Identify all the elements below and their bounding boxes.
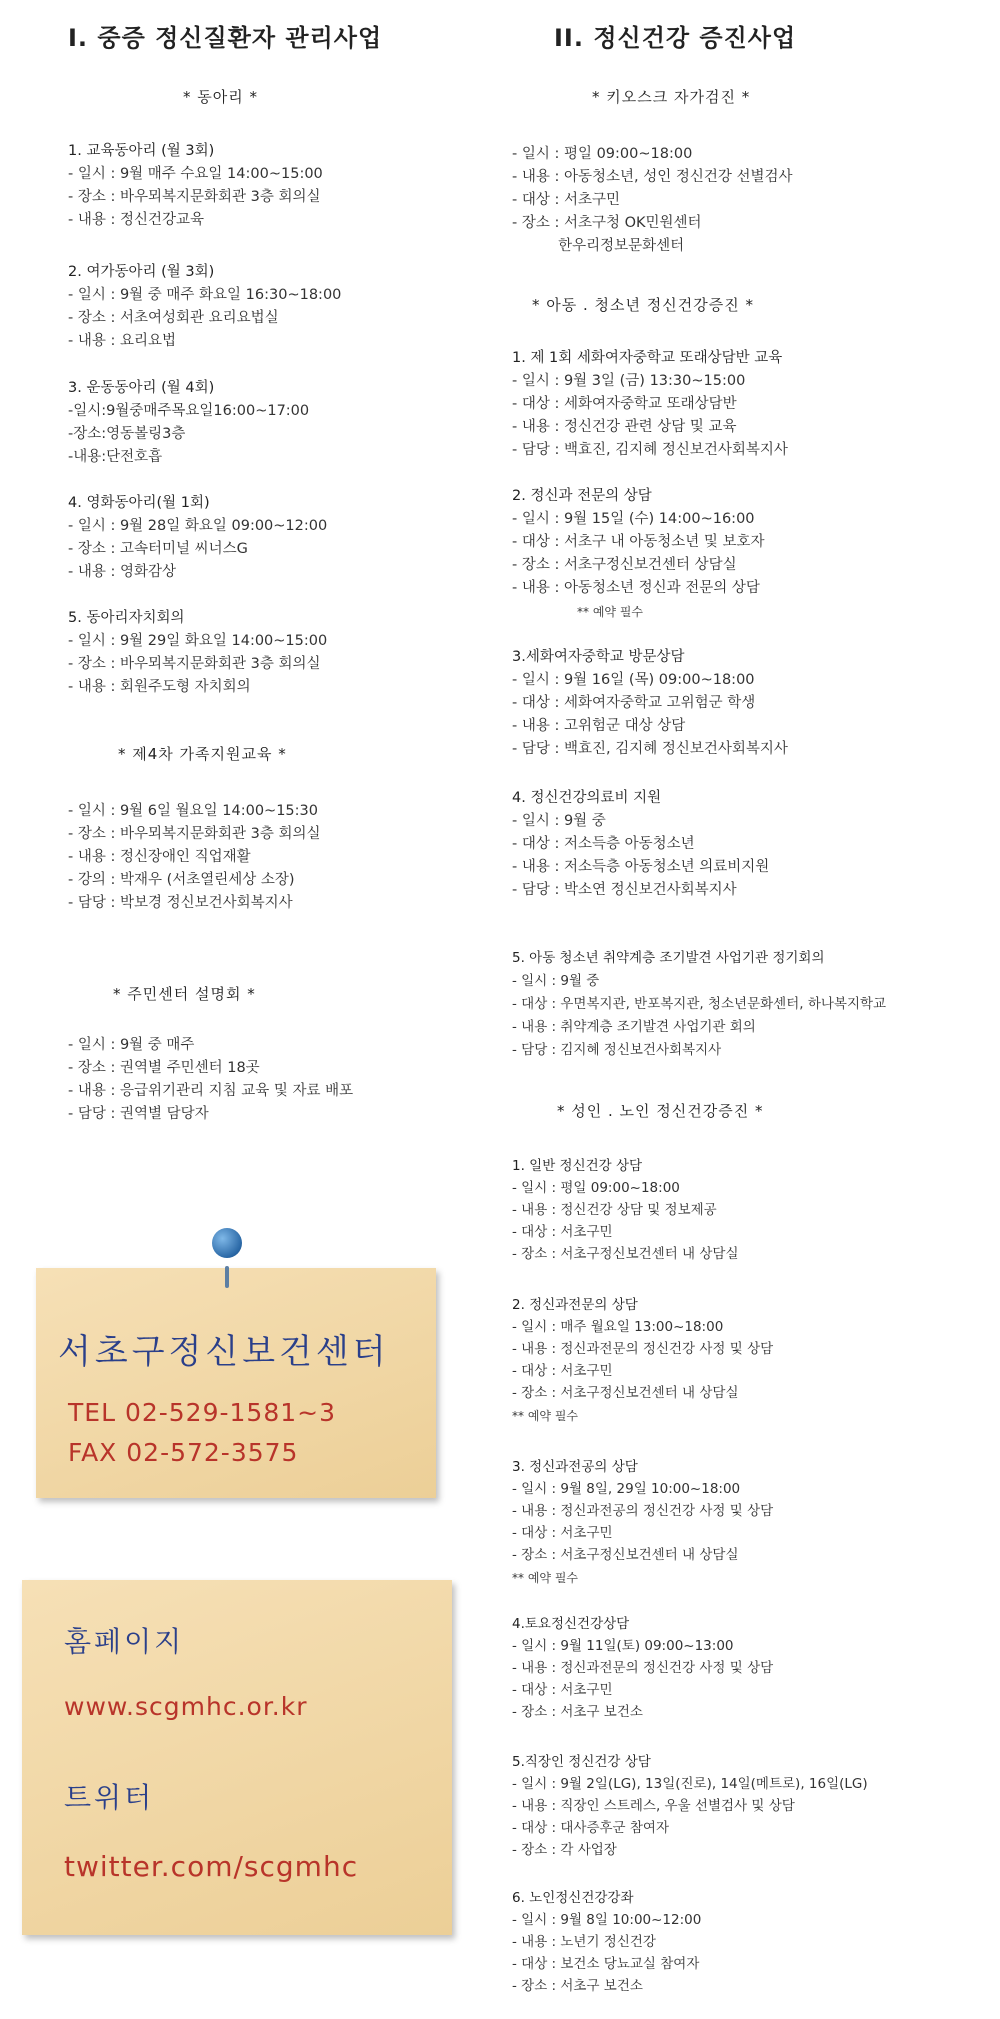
youth-3-line: - 내용 : 고위험군 대상 상담 — [512, 718, 686, 734]
youth-1-head: 1. 제 1회 세화여자중학교 또래상담반 교육 — [512, 350, 783, 366]
adult-3-line: - 일시 : 9월 8일, 29일 10:00~18:00 — [512, 1481, 741, 1497]
resident-center — [68, 1034, 353, 1126]
adult-1-head: 1. 일반 정신건강 상담 — [512, 1158, 643, 1174]
youth-2-line: - 일시 : 9월 15일 (수) 14:00~16:00 — [512, 511, 755, 527]
adult-3-line: - 대상 : 서초구민 — [512, 1525, 613, 1541]
kiosk-line: - 일시 : 평일 09:00~18:00 — [512, 146, 693, 162]
adult-5 — [512, 1751, 868, 1861]
club-1 — [68, 140, 323, 232]
club-3-line: -일시:9월중매주목요일16:00~17:00 — [68, 403, 310, 419]
adult-2-line: - 내용 : 정신과전문의 정신건강 사정 및 상담 — [512, 1341, 774, 1357]
club-1-line: - 장소 : 바우뫼복지문화회관 3층 회의실 — [68, 189, 321, 205]
adult-5-line: - 내용 : 직장인 스트레스, 우울 선별검사 및 상담 — [512, 1798, 795, 1814]
youth-1-line: - 대상 : 세화여자중학교 또래상담반 — [512, 396, 737, 412]
adult-4 — [512, 1613, 773, 1723]
adult-4-head: 4.토요정신건강상담 — [512, 1616, 630, 1632]
youth-4-line: - 일시 : 9월 중 — [512, 813, 606, 829]
youth-2-line: - 대상 : 서초구 내 아동청소년 및 보호자 — [512, 534, 765, 550]
youth-5 — [512, 947, 886, 1062]
resident-center-heading: * 주민센터 설명회 * — [113, 985, 256, 1003]
adult-3-line: - 장소 : 서초구정신보건센터 내 상담실 — [512, 1547, 739, 1563]
youth-5-line: - 대상 : 우면복지관, 반포복지관, 청소년문화센터, 하나복지학교 — [512, 996, 887, 1012]
adult-2 — [512, 1294, 773, 1404]
youth-2-reservation-note: ** 예약 필수 — [577, 605, 643, 619]
resident-line: - 장소 : 권역별 주민센터 18곳 — [68, 1060, 260, 1076]
youth-3-head: 3.세화여자중학교 방문상담 — [512, 649, 685, 665]
youth-4-head: 4. 정신건강의료비 지원 — [512, 790, 662, 806]
resident-line: - 담당 : 권역별 담당자 — [68, 1106, 209, 1122]
adult-1-line: - 내용 : 정신건강 상담 및 정보제공 — [512, 1202, 717, 1218]
club-5-head: 5. 동아리자치회의 — [68, 610, 185, 626]
club-5-line: - 일시 : 9월 29일 화요일 14:00~15:00 — [68, 633, 328, 649]
homepage-label: 홈페이지 — [64, 1625, 185, 1658]
club-1-head: 1. 교육동아리 (월 3회) — [68, 143, 215, 159]
kiosk-heading: * 키오스크 자가검진 * — [592, 88, 751, 106]
youth-4-line: - 대상 : 저소득층 아동청소년 — [512, 836, 695, 852]
family-line: - 내용 : 정신장애인 직업재활 — [68, 849, 251, 865]
kiosk-line: - 장소 : 서초구청 OK민원센터 — [512, 215, 702, 231]
club-2-line: - 내용 : 요리요법 — [68, 333, 176, 349]
youth-5-line: - 일시 : 9월 중 — [512, 973, 600, 989]
section-title-severe-mental-illness: I. 중증 정신질환자 관리사업 — [68, 24, 383, 52]
tel-number: TEL 02-529-1581~3 — [68, 1398, 336, 1427]
adult-4-line: - 장소 : 서초구 보건소 — [512, 1704, 643, 1720]
club-heading: * 동아리 * — [183, 88, 259, 106]
youth-1 — [512, 347, 788, 462]
youth-5-line: - 내용 : 취약계층 조기발견 사업기관 회의 — [512, 1019, 756, 1035]
adult-2-head: 2. 정신과전문의 상담 — [512, 1297, 638, 1313]
club-3-line: -내용:단전호흡 — [68, 449, 163, 465]
youth-2-head: 2. 정신과 전문의 상담 — [512, 488, 652, 504]
youth-4 — [512, 787, 769, 902]
adult-6-line: - 일시 : 9월 8일 10:00~12:00 — [512, 1912, 702, 1928]
youth-1-line: - 담당 : 백효진, 김지혜 정신보건사회복지사 — [512, 442, 788, 458]
adult-3 — [512, 1456, 773, 1566]
fax-number: FAX 02-572-3575 — [68, 1438, 299, 1467]
adult-5-head: 5.직장인 정신건강 상담 — [512, 1754, 651, 1770]
adult-6-line: - 장소 : 서초구 보건소 — [512, 1978, 643, 1994]
club-3-head: 3. 운동동아리 (월 4회) — [68, 380, 215, 396]
youth-2-line: - 내용 : 아동청소년 정신과 전문의 상담 — [512, 580, 760, 596]
center-name: 서초구정신보건센터 — [58, 1332, 390, 1372]
club-5-line: - 내용 : 회원주도형 자치회의 — [68, 679, 251, 695]
youth-3-line: - 대상 : 세화여자중학교 고위험군 학생 — [512, 695, 756, 711]
adult-5-line: - 대상 : 대사증후군 참여자 — [512, 1820, 669, 1836]
youth-4-line: - 담당 : 박소연 정신보건사회복지사 — [512, 882, 737, 898]
club-1-line: - 일시 : 9월 매주 수요일 14:00~15:00 — [68, 166, 323, 182]
adult-2-line: - 대상 : 서초구민 — [512, 1363, 613, 1379]
adult-2-line: - 장소 : 서초구정신보건센터 내 상담실 — [512, 1385, 739, 1401]
youth-1-line: - 일시 : 9월 3일 (금) 13:30~15:00 — [512, 373, 746, 389]
adult-3-head: 3. 정신과전공의 상담 — [512, 1459, 638, 1475]
twitter-label: 트위터 — [64, 1781, 155, 1814]
family-line: - 담당 : 박보경 정신보건사회복지사 — [68, 895, 293, 911]
kiosk-line: - 내용 : 아동청소년, 성인 정신건강 선별검사 — [512, 169, 793, 185]
adult-5-line: - 일시 : 9월 2일(LG), 13일(진로), 14일(메트로), 16일(LG) — [512, 1776, 868, 1792]
youth-3 — [512, 646, 788, 761]
club-4-line: - 일시 : 9월 28일 화요일 09:00~12:00 — [68, 518, 328, 534]
adult-6-head: 6. 노인정신건강강좌 — [512, 1890, 634, 1906]
adult-3-line: - 내용 : 정신과전공의 정신건강 사정 및 상담 — [512, 1503, 774, 1519]
kiosk-line: - 대상 : 서초구민 — [512, 192, 620, 208]
youth-2-line: - 장소 : 서초구정신보건센터 상담실 — [512, 557, 737, 573]
club-2-head: 2. 여가동아리 (월 3회) — [68, 264, 215, 280]
youth-heading: * 아동 . 청소년 정신건강증진 * — [532, 296, 754, 314]
club-4-line: - 내용 : 영화감상 — [68, 564, 176, 580]
club-5 — [68, 607, 327, 699]
club-3 — [68, 377, 309, 469]
kiosk-line: 한우리정보문화센터 — [512, 238, 685, 254]
adult-2-reservation-note: ** 예약 필수 — [512, 1409, 578, 1423]
adult-2-line: - 일시 : 매주 월요일 13:00~18:00 — [512, 1319, 724, 1335]
contact-sticky-note — [36, 1268, 436, 1498]
club-2-line: - 일시 : 9월 중 매주 화요일 16:30~18:00 — [68, 287, 342, 303]
club-2 — [68, 261, 341, 353]
youth-3-line: - 일시 : 9월 16일 (목) 09:00~18:00 — [512, 672, 755, 688]
kiosk-info — [512, 143, 793, 258]
adult-3-reservation-note: ** 예약 필수 — [512, 1571, 578, 1585]
youth-2 — [512, 485, 765, 600]
adult-6 — [512, 1887, 701, 1997]
youth-5-head: 5. 아동 청소년 취약계층 조기발견 사업기관 정기회의 — [512, 950, 825, 966]
adult-6-line: - 대상 : 보건소 당뇨교실 참여자 — [512, 1956, 700, 1972]
adult-5-line: - 장소 : 각 사업장 — [512, 1842, 617, 1858]
youth-4-line: - 내용 : 저소득층 아동청소년 의료비지원 — [512, 859, 770, 875]
youth-5-line: - 담당 : 김지혜 정신보건사회복지사 — [512, 1042, 722, 1058]
family-line: - 강의 : 박재우 (서초열린세상 소장) — [68, 872, 295, 888]
push-pin-icon — [212, 1228, 242, 1258]
adult-1 — [512, 1155, 739, 1265]
adult-4-line: - 대상 : 서초구민 — [512, 1682, 613, 1698]
club-5-line: - 장소 : 바우뫼복지문화회관 3층 회의실 — [68, 656, 321, 672]
homepage-url[interactable]: www.scgmhc.or.kr — [64, 1692, 308, 1721]
club-4-head: 4. 영화동아리(월 1회) — [68, 495, 210, 511]
club-3-line: -장소:영동볼링3층 — [68, 426, 186, 442]
family-education — [68, 800, 321, 915]
section-title-mental-health-promotion: II. 정신건강 증진사업 — [554, 24, 797, 52]
resident-line: - 내용 : 응급위기관리 지침 교육 및 자료 배포 — [68, 1083, 354, 1099]
twitter-url[interactable]: twitter.com/scgmhc — [64, 1850, 359, 1883]
club-4 — [68, 492, 327, 584]
adult-1-line: - 대상 : 서초구민 — [512, 1224, 613, 1240]
adult-1-line: - 장소 : 서초구정신보건센터 내 상담실 — [512, 1246, 739, 1262]
resident-line: - 일시 : 9월 중 매주 — [68, 1037, 195, 1053]
club-4-line: - 장소 : 고속터미널 씨너스G — [68, 541, 248, 557]
push-pin-needle — [225, 1266, 229, 1288]
adult-4-line: - 일시 : 9월 11일(토) 09:00~13:00 — [512, 1638, 734, 1654]
family-line: - 일시 : 9월 6일 월요일 14:00~15:30 — [68, 803, 318, 819]
adult-senior-heading: * 성인 . 노인 정신건강증진 * — [557, 1102, 764, 1120]
web-sticky-note — [22, 1580, 452, 1935]
family-education-heading: * 제4차 가족지원교육 * — [118, 745, 287, 763]
club-1-line: - 내용 : 정신건강교육 — [68, 212, 205, 228]
adult-6-line: - 내용 : 노년기 정신건강 — [512, 1934, 656, 1950]
adult-1-line: - 일시 : 평일 09:00~18:00 — [512, 1180, 680, 1196]
youth-1-line: - 내용 : 정신건강 관련 상담 및 교육 — [512, 419, 737, 435]
family-line: - 장소 : 바우뫼복지문화회관 3층 회의실 — [68, 826, 321, 842]
youth-3-line: - 담당 : 백효진, 김지혜 정신보건사회복지사 — [512, 741, 788, 757]
club-2-line: - 장소 : 서초여성회관 요리요법실 — [68, 310, 279, 326]
adult-4-line: - 내용 : 정신과전문의 정신건강 사정 및 상담 — [512, 1660, 774, 1676]
